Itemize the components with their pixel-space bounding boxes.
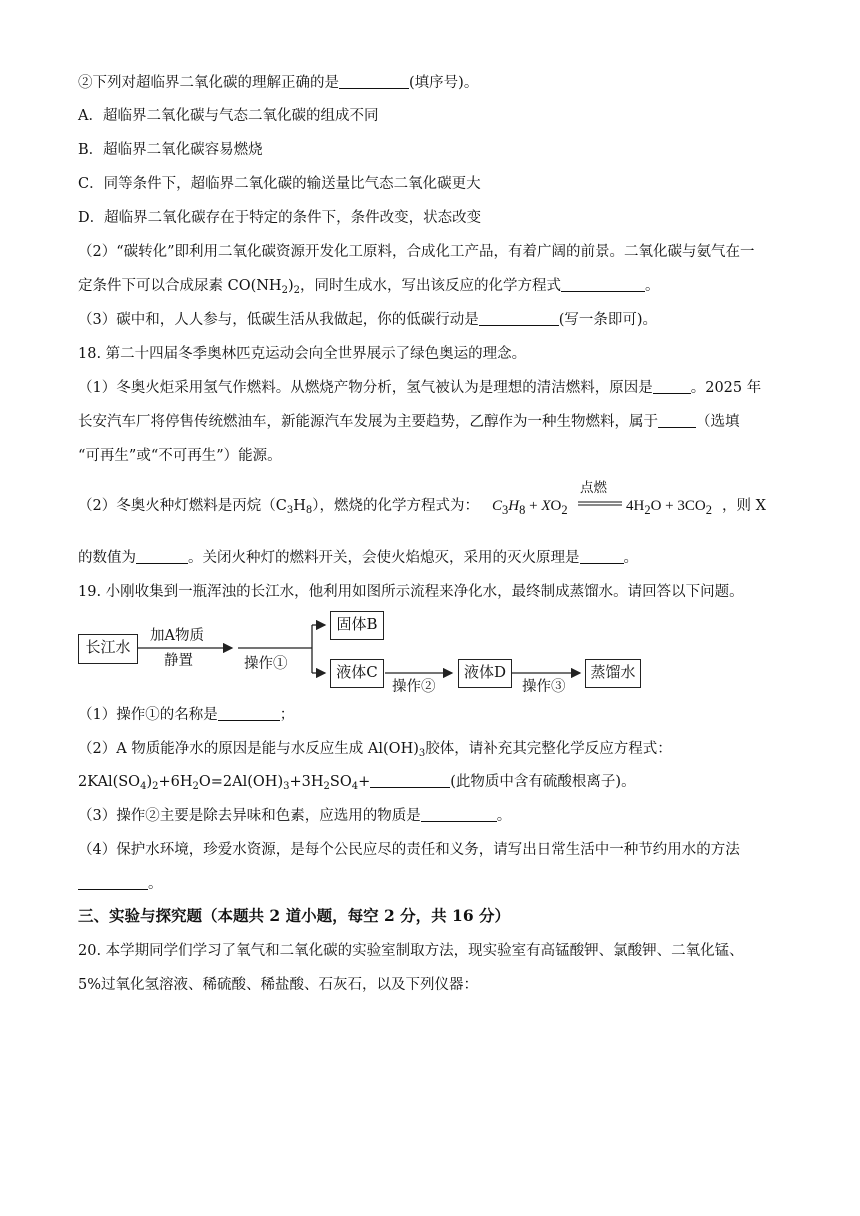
q19-stem: 19. 小刚收集到一瓶浑浊的长江水，他利用如图所示流程来净化水，最终制成蒸馏水。请回答以下问题。 — [78, 584, 744, 600]
flow-label-add-a: 加A物质 — [150, 628, 204, 644]
q18-stem: 18. 第二十四届冬季奥林匹克运动会向全世界展示了绿色奥运的理念。 — [78, 346, 527, 362]
flow-box-liquid-d: 液体D — [458, 659, 512, 688]
q19-sub3: （3）操作②主要是除去异味和色素，应选用的物质是 。 — [78, 808, 512, 824]
q17-part2-line1: （2）“碳转化”即利用二氧化碳资源开发化工原料，合成化工产品，有着广阔的前景。二氧化碳与氨气在一 — [78, 244, 755, 260]
equation-condition: 点燃 — [580, 480, 607, 496]
q20-line1: 20. 本学期同学们学习了氧气和二氧化碳的实验室制取方法，现实验室有高锰酸钾、氯酸钾、二氧化锰、 — [78, 943, 744, 959]
q19-sub2-line1: （2）A 物质能净水的原因是能与水反应生成 $Al(OH)_3$胶体，请补充其完整化学反应方程式： — [78, 741, 672, 759]
flow-box-distilled-water: 蒸馏水 — [585, 659, 641, 688]
combustion-equation-lhs: $C_3H_8 + XO_2$ — [492, 498, 568, 517]
flow-box-liquid-c: 液体C — [330, 659, 384, 688]
answer-blank[interactable] — [218, 706, 280, 721]
q18-part1-line3: “可再生”或“不可再生”）能源。 — [78, 448, 282, 464]
q18-part2-line2: 的数值为 。关闭火种灯的燃料开关，会使火焰熄灭，采用的灭火原理是 。 — [78, 550, 638, 566]
q20-line2: 5%过氧化氢溶液、稀硫酸、稀盐酸、石灰石，以及下列仪器： — [78, 977, 479, 993]
combustion-equation-rhs: $4H_2O + 3CO_2$ — [626, 498, 712, 517]
q17-option-a: A．超临界二氧化碳与气态二氧化碳的组成不同 — [78, 108, 379, 124]
q18-part2-line1: （2）冬奥火种灯燃料是丙烷$(C_3H_8)$，燃烧的化学方程式为： — [78, 498, 479, 516]
q17-option-c: C．同等条件下，超临界二氧化碳的输送量比气态二氧化碳更大 — [78, 176, 481, 192]
flow-box-solid-b: 固体B — [330, 611, 384, 640]
flow-box-yangtze-water: 长江水 — [78, 634, 138, 664]
q19-sub4-line1: （4）保护水环境，珍爱水资源，是每个公民应尽的责任和义务，请写出日常生活中一种节约用水的方法 — [78, 842, 740, 858]
answer-blank[interactable] — [78, 875, 148, 890]
q17-part3: （3）碳中和，人人参与，低碳生活从我做起，你的低碳行动是 (写一条即可)。 — [78, 312, 658, 328]
flow-label-settle: 静置 — [164, 653, 193, 669]
section-heading: 三、实验与探究题（本题共 2 道小题，每空 2 分，共 16 分） — [78, 906, 511, 925]
q18-part1-line1: （1）冬奥火炬采用氢气作燃料。从燃烧产物分析，氢气被认为是理想的清洁燃料，原因是 。2025 年 — [78, 380, 762, 396]
q17-part2-line2: 定条件下可以合成尿素 $CO(NH_2)_2$，同时生成水，写出该反应的化学方程式 。 — [78, 278, 660, 296]
answer-blank[interactable] — [370, 773, 450, 788]
q17-sub2: ②下列对超临界二氧化碳的理解正确的是 (填序号)。 — [78, 75, 479, 91]
q19-sub4-line2: 。 — [78, 874, 163, 894]
answer-blank[interactable] — [421, 807, 497, 822]
flow-label-op3: 操作③ — [522, 679, 566, 695]
q17-option-d: D．超临界二氧化碳存在于特定的条件下，条件改变，状态改变 — [78, 210, 482, 226]
q17-option-b: B．超临界二氧化碳容易燃烧 — [78, 142, 263, 158]
q19-sub1: （1）操作①的名称是 ； — [78, 707, 295, 723]
q18-part1-line2: 长安汽车厂将停售传统燃油车，新能源汽车发展为主要趋势，乙醇作为一种生物燃料，属于 （选填 — [78, 414, 740, 430]
q19-sub2-equation: $2KAl(SO_4)_2+6H_2O=2Al(OH)_3+3H_2SO_4+$ (此物质中含有硫酸根离子)。 — [78, 774, 636, 792]
q18-part2-tail: ，则 X — [722, 498, 766, 514]
flow-label-op1: 操作① — [244, 656, 288, 672]
flow-label-op2: 操作② — [392, 679, 436, 695]
